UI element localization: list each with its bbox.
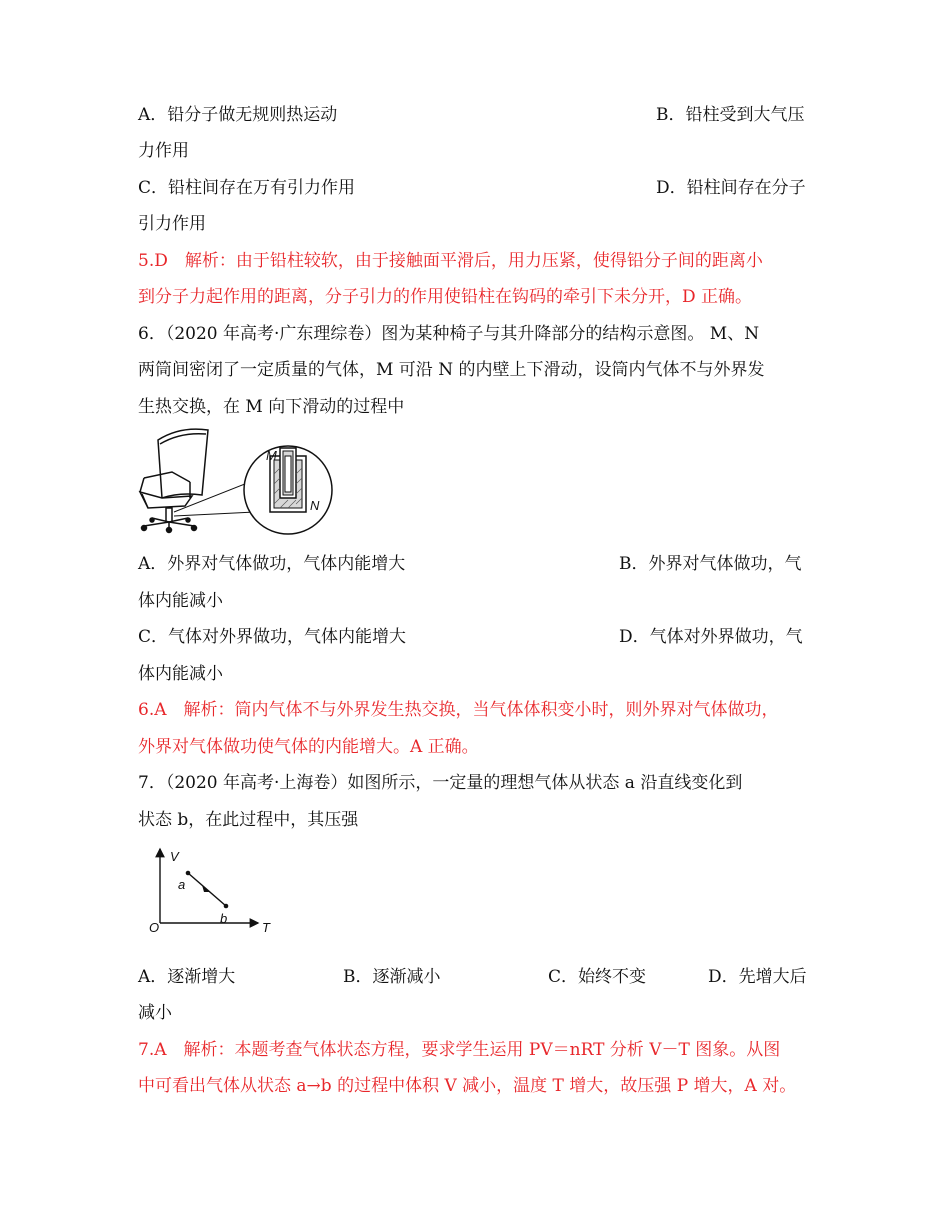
axis-label-t: T bbox=[262, 920, 270, 935]
q6-option-c: C．气体对外界做功，气体内能增大 bbox=[138, 627, 407, 647]
q6-stem-line-1: 6．（2020 年高考·广东理综卷）图为某种椅子与其升降部分的结构示意图。 M、N bbox=[138, 324, 760, 344]
q7-option-c: C．始终不变 bbox=[548, 967, 647, 987]
q4-option-a: A．铅分子做无规则热运动 bbox=[138, 105, 338, 125]
q4-answer-line-1: 5.D 解析：由于铅柱较软，由于接触面平滑后，用力压紧，使得铅分子间的距离小 bbox=[138, 251, 763, 271]
q6-answer-line-2: 外界对气体做功使气体的内能增大。A 正确。 bbox=[138, 737, 479, 757]
q7-option-d: D．先增大后 bbox=[708, 967, 807, 987]
q6-stem-line-3: 生热交换，在 M 向下滑动的过程中 bbox=[138, 397, 405, 417]
vt-graph-figure bbox=[140, 843, 290, 943]
q7-option-a: A．逐渐增大 bbox=[138, 967, 236, 987]
q6-option-d: D．气体对外界做功，气 bbox=[619, 627, 803, 647]
q4-option-d-cont: 引力作用 bbox=[138, 214, 206, 234]
q6-option-b: B．外界对气体做功，气 bbox=[619, 554, 802, 574]
q4-option-d: D．铅柱间存在分子 bbox=[656, 178, 806, 198]
point-label-a: a bbox=[178, 877, 186, 892]
q7-stem-line-2: 状态 b，在此过程中，其压强 bbox=[138, 810, 359, 830]
origin-label: O bbox=[149, 920, 160, 935]
state-a-point bbox=[186, 871, 191, 876]
q4-option-b: B．铅柱受到大气压 bbox=[656, 105, 805, 125]
q6-option-d-cont: 体内能减小 bbox=[138, 664, 223, 684]
q6-option-a: A．外界对气体做功，气体内能增大 bbox=[138, 554, 406, 574]
q6-stem-line-2: 两筒间密闭了一定质量的气体，M 可沿 N 的内壁上下滑动，设筒内气体不与外界发 bbox=[138, 360, 765, 380]
label-n: N bbox=[310, 498, 320, 513]
q4-answer-line-2: 到分子力起作用的距离，分子引力的作用使铅柱在钩码的牵引下未分开，D 正确。 bbox=[138, 287, 753, 307]
state-b-point bbox=[224, 904, 229, 909]
office-chair-icon bbox=[140, 429, 255, 532]
point-label-b: b bbox=[220, 911, 228, 926]
q7-option-d-cont: 减小 bbox=[138, 1003, 172, 1023]
label-m: M bbox=[266, 448, 277, 463]
q7-stem-line-1: 7．（2020 年高考·上海卷）如图所示，一定量的理想气体从状态 a 沿直线变化到 bbox=[138, 773, 743, 793]
chair-cylinder-figure bbox=[130, 420, 340, 535]
q7-option-b: B．逐渐减小 bbox=[343, 967, 441, 987]
q6-option-b-cont: 体内能减小 bbox=[138, 591, 223, 611]
q6-answer-line-1: 6.A 解析：筒内气体不与外界发生热交换，当气体体积变小时，则外界对气体做功， bbox=[138, 700, 779, 720]
q4-option-b-cont: 力作用 bbox=[138, 141, 189, 161]
q7-answer-line-2: 中可看出气体从状态 a→b 的过程中体积 V 减小，温度 T 增大，故压强 P 增大，A 对。 bbox=[138, 1076, 797, 1096]
q7-answer-line-1: 7.A 解析：本题考查气体状态方程，要求学生运用 PV＝nRT 分析 V－T 图象。从图 bbox=[138, 1040, 781, 1060]
cylinder-detail-icon bbox=[244, 446, 332, 534]
q4-option-c: C．铅柱间存在万有引力作用 bbox=[138, 178, 356, 198]
axis-label-v: V bbox=[170, 849, 179, 864]
